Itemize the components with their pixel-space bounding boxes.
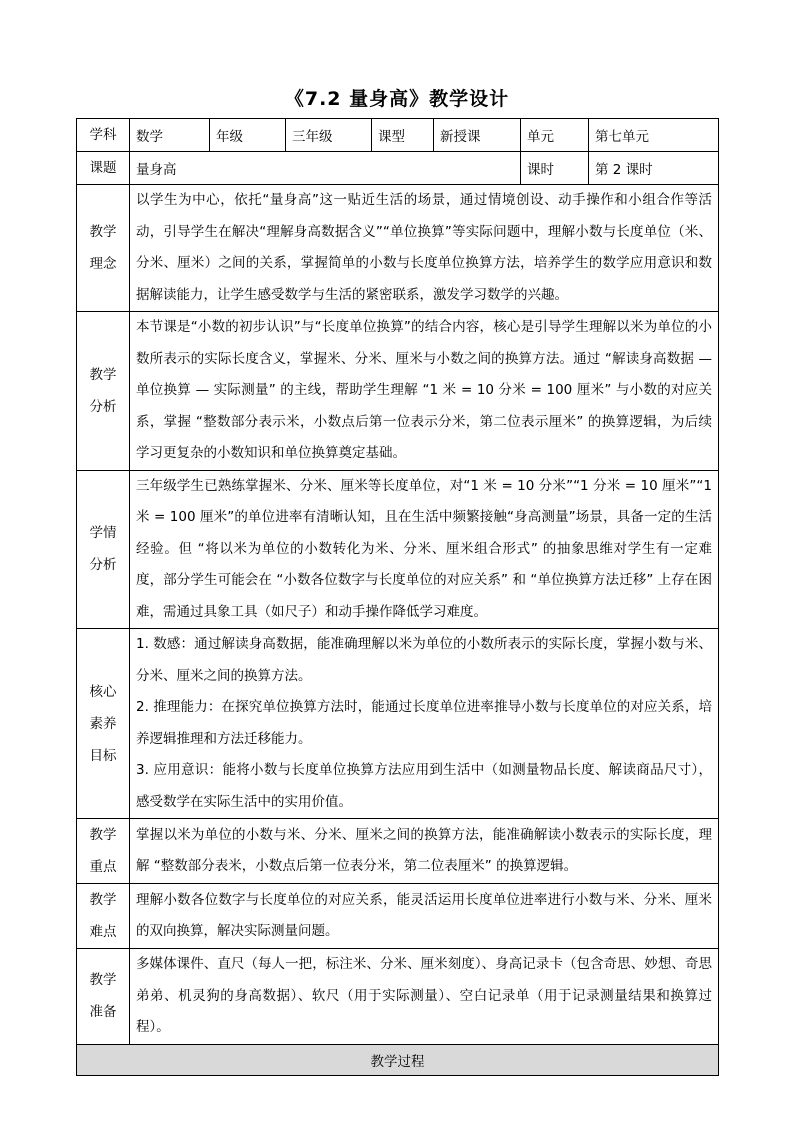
section-content (130, 884, 719, 949)
grade-value: 三年级 (286, 119, 372, 152)
document-title: 《7.2 量身高》教学设计 (284, 88, 510, 110)
section-label (77, 470, 130, 629)
section-row (77, 185, 719, 312)
section-row (77, 884, 719, 949)
teaching-process-header: 教学过程 (77, 1044, 719, 1075)
period-value: 第 2 课时 (589, 152, 719, 185)
grade-label: 年级 (210, 119, 286, 152)
section-row (77, 629, 719, 819)
subject-value: 数学 (130, 119, 210, 152)
section-content (130, 949, 719, 1045)
section-paragraph: 3. 应用意识：能将小数与长度单位换算方法应用到生活中（如测量物品长度、解读商品尺寸），感受数学在实际生活中的实用价值。 (136, 762, 712, 810)
section-paragraph: 2. 推理能力：在探究单位换算方法时，能通过长度单位进率推导小数与长度单位的对应关系，培养逻辑推理和方法迁移能力。 (136, 699, 712, 747)
section-label-part: 素养 (89, 715, 117, 732)
section-row (77, 819, 719, 884)
teaching-process-row (77, 1044, 719, 1075)
section-paragraph: 多媒体课件、直尺（每人一把，标注米、分米、厘米刻度）、身高记录卡（包含奇思、妙想、奇思弟弟、机灵狗的身高数据）、软尺（用于实际测量）、空白记录单（用于记录测量结果和换算过程）。 (136, 956, 712, 1035)
section-label-part: 准备 (89, 1004, 117, 1021)
sections-body (77, 185, 719, 1045)
section-label-part: 分析 (89, 398, 117, 415)
section-label-part: 难点 (89, 924, 117, 940)
section-row (77, 949, 719, 1045)
section-label-part: 重点 (89, 859, 117, 875)
section-label-part: 教学 (89, 827, 117, 843)
section-label-part: 教学 (89, 892, 117, 908)
section-label-part: 学情 (89, 525, 117, 542)
section-paragraph: 本节课是“小数的初步认识”与“长度单位换算”的结合内容，核心是引导学生理解以米为单位的小数所表示的实际长度含义，掌握米、分米、厘米与小数之间的换算方法。通过 “解读身高数据 — 单位换算 — 实际测量” 的主线，帮助学生理解 “1 米 = 10 分米 = 100 厘米” 与小数的对应关系，掌握 “整数部分表示米，小数点后第一位表示分米，第二位表示厘米” 的换算逻辑，为后续学习更复杂的小数知识和单位换算奠定基础。 (136, 319, 712, 461)
lesson-type-label: 课型 (372, 119, 434, 152)
section-content (130, 470, 719, 629)
section-label-part: 教学 (89, 224, 117, 240)
topic-label: 课题 (77, 152, 130, 185)
section-label-part: 目标 (89, 747, 117, 764)
unit-value: 第七单元 (589, 119, 719, 152)
section-label (77, 629, 130, 819)
section-label-part: 分析 (89, 557, 117, 574)
section-content (130, 185, 719, 312)
section-row (77, 312, 719, 471)
section-content (130, 819, 719, 884)
section-label (77, 185, 130, 312)
lesson-plan-table (76, 118, 719, 1076)
section-label (77, 884, 130, 949)
section-label-part: 教学 (89, 366, 117, 383)
section-label (77, 312, 130, 471)
section-paragraph: 以学生为中心，依托“量身高”这一贴近生活的场景，通过情境创设、动手操作和小组合作等活动，引导学生在解决“理解身高数据含义”“单位换算”等实际问题中，理解小数与长度单位（米、分米、厘米）之间的关系，掌握简单的小数与长度单位换算方法，培养学生的数学应用意识和数据解读能力，让学生感受数学与生活的紧密联系，激发学习数学的兴趣。 (136, 192, 712, 303)
info-row-1 (77, 119, 719, 152)
info-row-2 (77, 152, 719, 185)
section-row (77, 470, 719, 629)
section-content (130, 629, 719, 819)
section-label (77, 819, 130, 884)
section-paragraph: 掌握以米为单位的小数与米、分米、厘米之间的换算方法，能准确解读小数表示的实际长度，理解 “整数部分表米，小数点后第一位表分米，第二位表厘米” 的换算逻辑。 (136, 826, 712, 874)
section-label-part: 核心 (89, 683, 117, 700)
section-label (77, 949, 130, 1045)
subject-label: 学科 (77, 119, 130, 152)
section-paragraph: 1. 数感：通过解读身高数据，能准确理解以米为单位的小数所表示的实际长度，掌握小数与米、分米、厘米之间的换算方法。 (136, 636, 712, 684)
section-paragraph: 三年级学生已熟练掌握米、分米、厘米等长度单位，对“1 米 = 10 分米”“1 分米 = 10 厘米”“1 米 = 100 厘米”的单位进率有清晰认知，且在生活中频繁接触“身高测量”场景，具备一定的生活经验。但 “将以米为单位的小数转化为米、分米、厘米组合形式” 的抽象思维对学生有一定难度，部分学生可能会在 “小数各位数字与长度单位的对应关系” 和 “单位换算方法迁移” 上存在困难，需通过具象工具（如尺子）和动手操作降低学习难度。 (136, 477, 712, 620)
section-content (130, 312, 719, 471)
lesson-type-value: 新授课 (434, 119, 521, 152)
section-label-part: 理念 (89, 256, 117, 272)
section-label-part: 教学 (89, 972, 117, 989)
unit-label: 单元 (521, 119, 589, 152)
period-label: 课时 (521, 152, 589, 185)
section-paragraph: 理解小数各位数字与长度单位的对应关系，能灵活运用长度单位进率进行小数与米、分米、厘米的双向换算，解决实际测量问题。 (136, 891, 712, 939)
topic-value: 量身高 (130, 152, 521, 185)
